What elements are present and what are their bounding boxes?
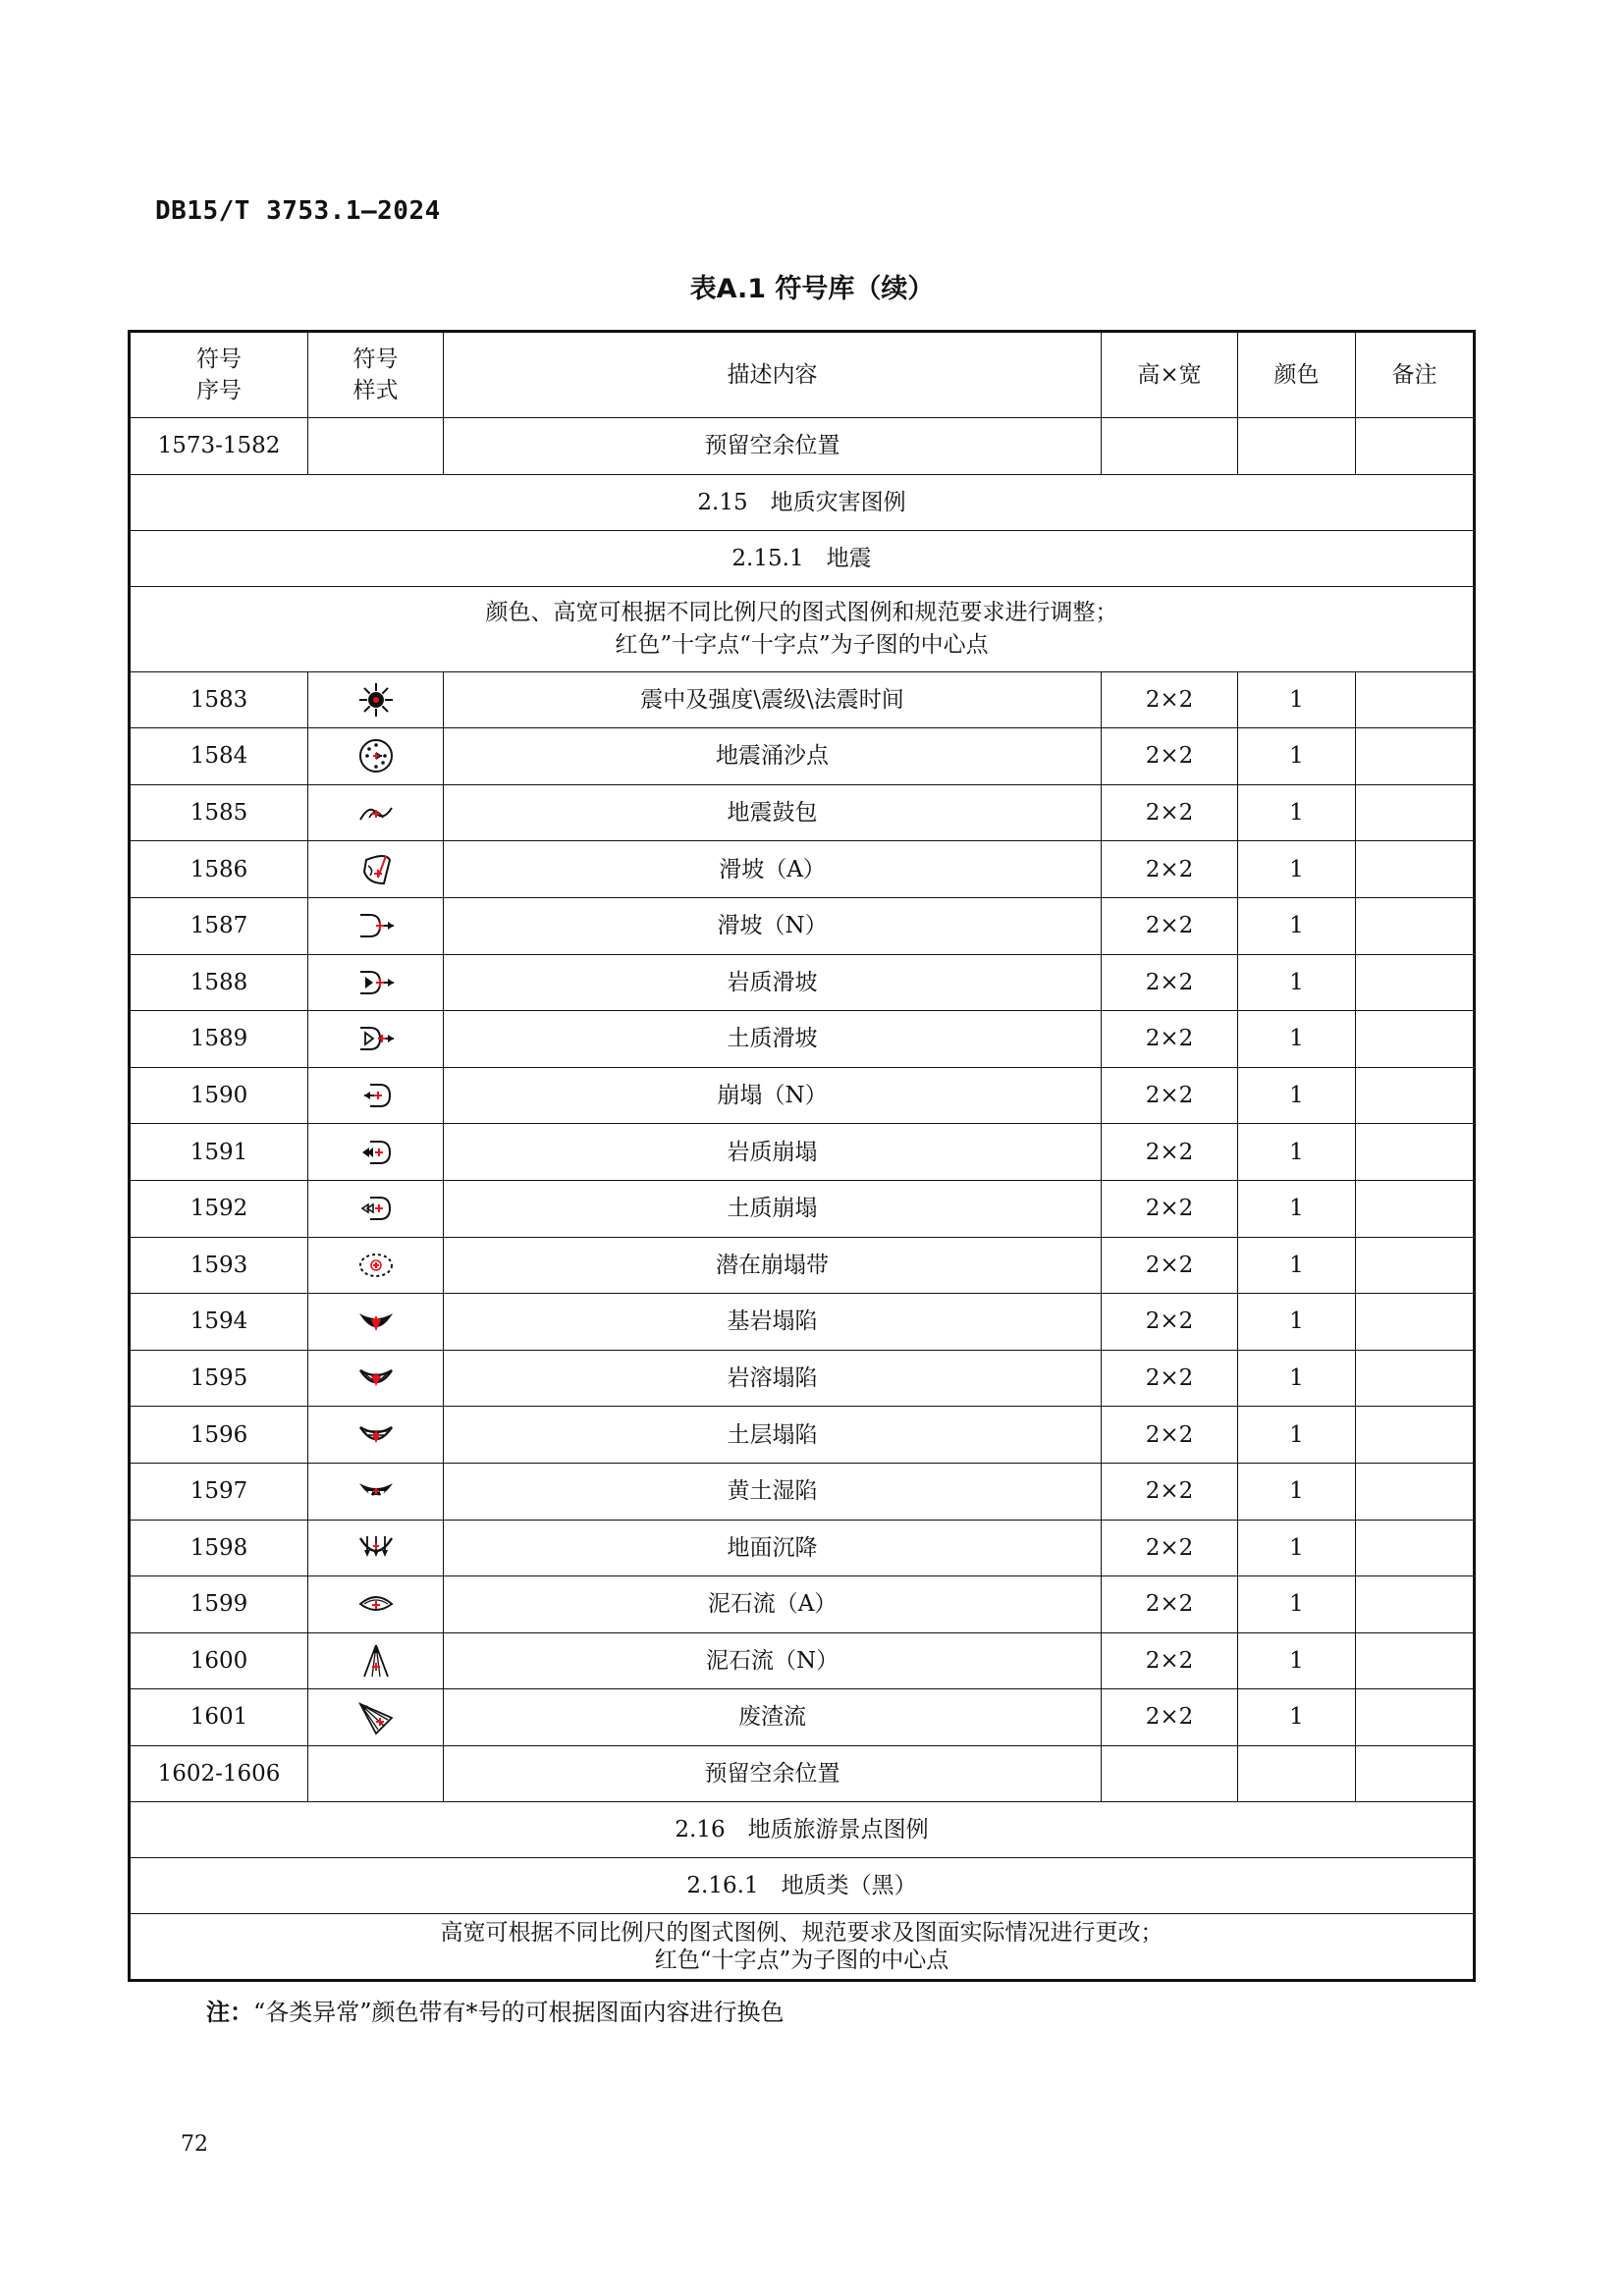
symbol-row xyxy=(130,1576,1475,1633)
header-symbol-number: 符号 序号 xyxy=(130,332,308,418)
row-size: 2×2 xyxy=(1102,1067,1238,1124)
row-description: 土层塌陷 xyxy=(444,1407,1102,1464)
row-color: 1 xyxy=(1238,1407,1356,1464)
row-color: 1 xyxy=(1238,1632,1356,1689)
row-number: 1588 xyxy=(130,954,308,1011)
row-symbol xyxy=(308,1294,444,1351)
row-size: 2×2 xyxy=(1102,1632,1238,1689)
row-color: 1 xyxy=(1238,1124,1356,1181)
row-description: 土质崩塌 xyxy=(444,1180,1102,1237)
row-symbol xyxy=(308,1745,444,1802)
header-symbol-style: 符号 样式 xyxy=(308,332,444,418)
section-note xyxy=(130,586,1475,671)
row-color: 1 xyxy=(1238,1463,1356,1520)
row-color: 1 xyxy=(1238,1011,1356,1068)
row-color: 1 xyxy=(1238,671,1356,728)
header-color: 颜色 xyxy=(1238,332,1356,418)
row-remark xyxy=(1356,841,1475,898)
row-number: 1596 xyxy=(130,1407,308,1464)
debris-flow-a-icon xyxy=(356,1584,396,1624)
row-description: 地震涌沙点 xyxy=(444,728,1102,785)
row-remark xyxy=(1356,1407,1475,1464)
row-size: 2×2 xyxy=(1102,954,1238,1011)
row-description: 黄土湿陷 xyxy=(444,1463,1102,1520)
row-size: 2×2 xyxy=(1102,1237,1238,1294)
symbol-row xyxy=(130,1350,1475,1407)
row-number: 1594 xyxy=(130,1294,308,1351)
row-description: 废渣流 xyxy=(444,1689,1102,1746)
row-description: 滑坡（A） xyxy=(444,841,1102,898)
row-size: 2×2 xyxy=(1102,1011,1238,1068)
row-number: 1599 xyxy=(130,1576,308,1633)
row-description: 土质滑坡 xyxy=(444,1011,1102,1068)
row-number: 1591 xyxy=(130,1124,308,1181)
row-color: 1 xyxy=(1238,897,1356,954)
row-size: 2×2 xyxy=(1102,841,1238,898)
row-number: 1600 xyxy=(130,1632,308,1689)
waste-flow-icon xyxy=(356,1698,396,1737)
row-symbol xyxy=(308,671,444,728)
row-description: 震中及强度\震级\法震时间 xyxy=(444,671,1102,728)
row-remark xyxy=(1356,1237,1475,1294)
symbol-row xyxy=(130,784,1475,841)
row-number: 1587 xyxy=(130,897,308,954)
landslide-n-icon xyxy=(356,906,396,945)
row-symbol xyxy=(308,1632,444,1689)
row-number: 1589 xyxy=(130,1011,308,1068)
row-color: 1 xyxy=(1238,1576,1356,1633)
row-size: 2×2 xyxy=(1102,1689,1238,1746)
row-size: 2×2 xyxy=(1102,1407,1238,1464)
rock-collapse-icon xyxy=(356,1133,396,1172)
row-remark xyxy=(1356,1520,1475,1576)
row-description: 基岩塌陷 xyxy=(444,1294,1102,1351)
row-size: 2×2 xyxy=(1102,1520,1238,1576)
symbol-row xyxy=(130,1407,1475,1464)
row-description: 岩质滑坡 xyxy=(444,954,1102,1011)
row-remark xyxy=(1356,1067,1475,1124)
section-heading xyxy=(130,474,1475,530)
table-title: 表A.1 符号库（续） xyxy=(689,274,935,304)
symbol-row xyxy=(130,1294,1475,1351)
row-remark xyxy=(1356,1180,1475,1237)
section-heading xyxy=(130,1802,1475,1858)
row-description: 预留空余位置 xyxy=(444,418,1102,475)
row-symbol xyxy=(308,1237,444,1294)
row-color: 1 xyxy=(1238,784,1356,841)
row-size: 2×2 xyxy=(1102,784,1238,841)
row-symbol xyxy=(308,1011,444,1068)
row-symbol xyxy=(308,1463,444,1520)
landslide-a-icon xyxy=(356,850,396,889)
symbol-row xyxy=(130,954,1475,1011)
row-size: 2×2 xyxy=(1102,1124,1238,1181)
symbol-row xyxy=(130,1463,1475,1520)
row-remark xyxy=(1356,1294,1475,1351)
row-symbol xyxy=(308,841,444,898)
row-color: 1 xyxy=(1238,1180,1356,1237)
row-number: 1586 xyxy=(130,841,308,898)
row-remark xyxy=(1356,1576,1475,1633)
row-symbol xyxy=(308,954,444,1011)
row-symbol xyxy=(308,1067,444,1124)
row-symbol xyxy=(308,1576,444,1633)
epicenter-icon xyxy=(356,680,396,720)
row-remark xyxy=(1356,728,1475,785)
row-description: 预留空余位置 xyxy=(444,1745,1102,1802)
reserved-row xyxy=(130,418,1475,475)
row-remark xyxy=(1356,1350,1475,1407)
row-description: 地面沉降 xyxy=(444,1520,1102,1576)
symbol-row xyxy=(130,671,1475,728)
row-size: 2×2 xyxy=(1102,728,1238,785)
header-remark: 备注 xyxy=(1356,332,1475,418)
row-number: 1598 xyxy=(130,1520,308,1576)
symbol-row xyxy=(130,1237,1475,1294)
symbol-row xyxy=(130,1067,1475,1124)
row-number: 1584 xyxy=(130,728,308,785)
row-remark xyxy=(1356,1011,1475,1068)
row-remark xyxy=(1356,1124,1475,1181)
potential-collapse-icon xyxy=(356,1246,396,1285)
row-color: 1 xyxy=(1238,1689,1356,1746)
row-color: 1 xyxy=(1238,954,1356,1011)
loess-collapse-icon xyxy=(356,1471,396,1511)
symbol-row xyxy=(130,841,1475,898)
row-color: 1 xyxy=(1238,1294,1356,1351)
row-number: 1602-1606 xyxy=(130,1745,308,1802)
soil-landslide-icon xyxy=(356,1019,396,1058)
row-color: 1 xyxy=(1238,841,1356,898)
row-color: 1 xyxy=(1238,1350,1356,1407)
row-color: 1 xyxy=(1238,728,1356,785)
row-size: 2×2 xyxy=(1102,1350,1238,1407)
row-symbol xyxy=(308,1407,444,1464)
row-symbol xyxy=(308,897,444,954)
row-description: 泥石流（N） xyxy=(444,1632,1102,1689)
row-size: 2×2 xyxy=(1102,671,1238,728)
ground-settlement-icon xyxy=(356,1528,396,1568)
row-symbol xyxy=(308,1520,444,1576)
section-note xyxy=(130,1914,1475,1981)
row-size: 2×2 xyxy=(1102,1180,1238,1237)
row-description: 岩溶塌陷 xyxy=(444,1350,1102,1407)
soil-collapse-icon xyxy=(356,1189,396,1228)
row-description: 崩塌（N） xyxy=(444,1067,1102,1124)
row-symbol xyxy=(308,1124,444,1181)
row-size: 2×2 xyxy=(1102,1576,1238,1633)
row-size: 2×2 xyxy=(1102,1463,1238,1520)
row-description: 泥石流（A） xyxy=(444,1576,1102,1633)
sand-boil-icon xyxy=(356,736,396,775)
subsection-heading xyxy=(130,1858,1475,1914)
symbol-row xyxy=(130,728,1475,785)
table-header xyxy=(130,332,1475,418)
symbol-row xyxy=(130,1689,1475,1746)
row-symbol xyxy=(308,418,444,475)
row-remark xyxy=(1356,1689,1475,1746)
row-number: 1583 xyxy=(130,671,308,728)
bedrock-subsidence-icon xyxy=(356,1302,396,1341)
section-2-15: 2.15 地质灾害图例 xyxy=(130,474,1475,530)
section-2-16: 2.16 地质旅游景点图例 xyxy=(130,1802,1475,1858)
note-2-16-1: 高宽可根据不同比例尺的图式图例、规范要求及图面实际情况进行更改； 红色“十字点”为子图的中心点 xyxy=(130,1914,1475,1981)
symbol-row xyxy=(130,897,1475,954)
row-description: 岩质崩塌 xyxy=(444,1124,1102,1181)
row-number: 1573-1582 xyxy=(130,418,308,475)
row-symbol xyxy=(308,1689,444,1746)
row-description: 潜在崩塌带 xyxy=(444,1237,1102,1294)
row-description: 滑坡（N） xyxy=(444,897,1102,954)
row-color: 1 xyxy=(1238,1067,1356,1124)
document-code: DB15/T 3753.1—2024 xyxy=(155,196,441,226)
row-remark xyxy=(1356,1463,1475,1520)
row-remark xyxy=(1356,954,1475,1011)
row-remark xyxy=(1356,784,1475,841)
row-number: 1585 xyxy=(130,784,308,841)
row-symbol xyxy=(308,1180,444,1237)
reserved-row xyxy=(130,1745,1475,1802)
symbol-row xyxy=(130,1632,1475,1689)
row-symbol xyxy=(308,728,444,785)
header-size: 高×宽 xyxy=(1102,332,1238,418)
row-number: 1590 xyxy=(130,1067,308,1124)
karst-subsidence-icon xyxy=(356,1359,396,1398)
symbol-row xyxy=(130,1011,1475,1068)
header-description: 描述内容 xyxy=(444,332,1102,418)
row-symbol xyxy=(308,1350,444,1407)
section-2-16-1: 2.16.1 地质类（黑） xyxy=(130,1858,1475,1914)
symbol-row xyxy=(130,1180,1475,1237)
table-footnote: 注：“各类异常”颜色带有*号的可根据图面内容进行换色 xyxy=(206,1999,785,2026)
row-remark xyxy=(1356,671,1475,728)
section-2-15-1: 2.15.1 地震 xyxy=(130,530,1475,586)
rock-landslide-icon xyxy=(356,963,396,1002)
debris-flow-n-icon xyxy=(356,1641,396,1681)
symbol-table xyxy=(128,330,1476,1982)
row-color: 1 xyxy=(1238,1237,1356,1294)
symbol-row xyxy=(130,1520,1475,1576)
row-number: 1597 xyxy=(130,1463,308,1520)
row-description: 地震鼓包 xyxy=(444,784,1102,841)
page-number: 72 xyxy=(181,2132,208,2157)
row-remark xyxy=(1356,897,1475,954)
row-color: 1 xyxy=(1238,1520,1356,1576)
row-size: 2×2 xyxy=(1102,1294,1238,1351)
symbol-row xyxy=(130,1124,1475,1181)
earthquake-bulge-icon xyxy=(356,793,396,832)
row-number: 1593 xyxy=(130,1237,308,1294)
subsection-heading xyxy=(130,530,1475,586)
collapse-n-icon xyxy=(356,1076,396,1115)
row-remark xyxy=(1356,1632,1475,1689)
row-number: 1595 xyxy=(130,1350,308,1407)
row-number: 1592 xyxy=(130,1180,308,1237)
row-number: 1601 xyxy=(130,1689,308,1746)
row-size: 2×2 xyxy=(1102,897,1238,954)
soil-subsidence-icon xyxy=(356,1415,396,1455)
note-2-15-1: 颜色、高宽可根据不同比例尺的图式图例和规范要求进行调整； 红色”十字点“十字点”为子图的中心点 xyxy=(130,586,1475,671)
row-symbol xyxy=(308,784,444,841)
